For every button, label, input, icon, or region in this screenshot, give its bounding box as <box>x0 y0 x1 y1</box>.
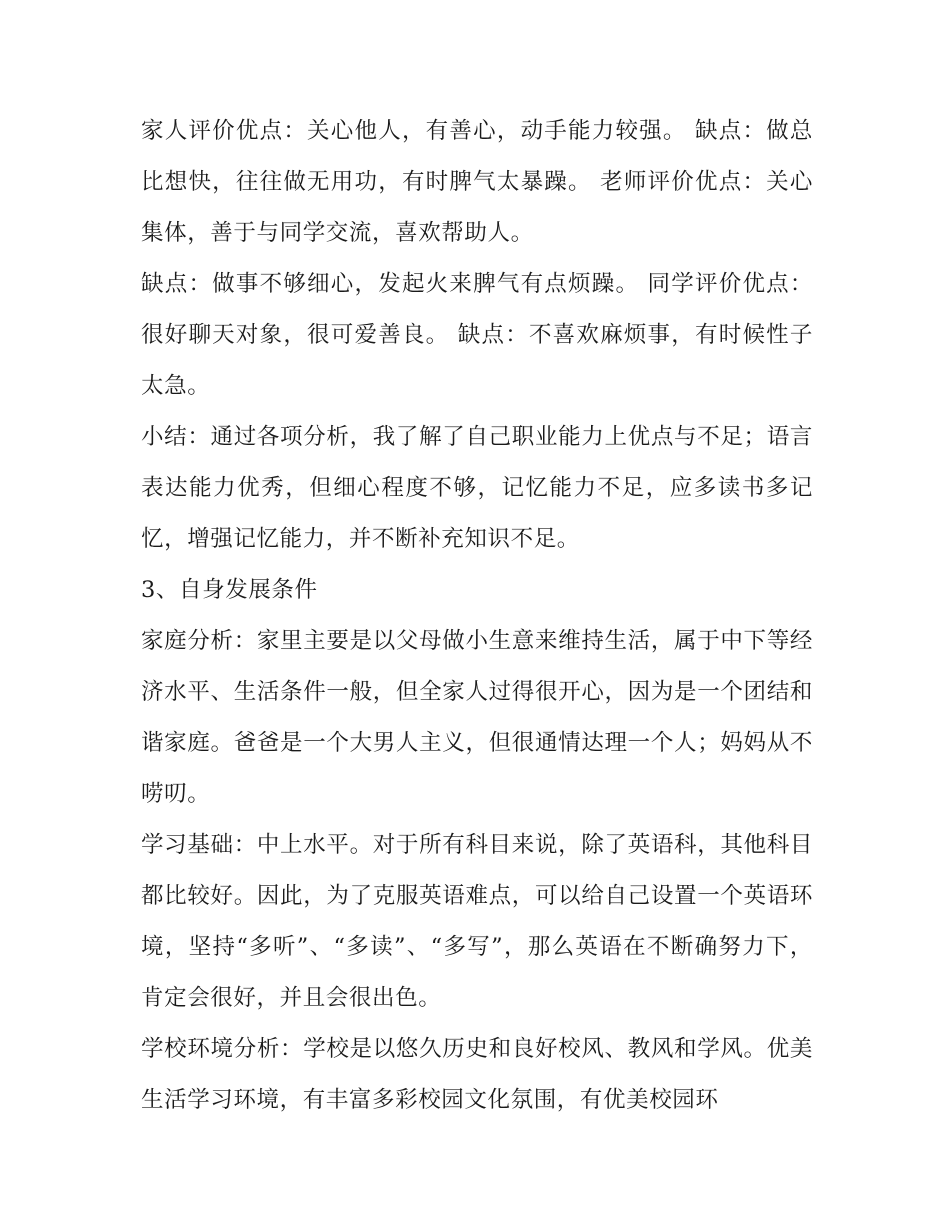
document-body <box>141 106 813 1126</box>
paragraph-school-environment: 学校环境分析：学校是以悠久历史和良好校风、教风和学风。优美生活学习环境，有丰富多彩校园文化氛围，有优美校园环 <box>141 1036 813 1113</box>
section-heading-self-development: 3、自身发展条件 <box>141 577 318 603</box>
paragraph-summary: 小结：通过各项分析，我了解了自己职业能力上优点与不足；语言表达能力优秀，但细心程度不够，记忆能力不足，应多读书多记忆，增强记忆能力，并不断补充知识不足。 <box>141 424 813 552</box>
paragraph-family-evaluation: 家人评价优点：关心他人，有善心，动手能力较强。 缺点：做总比想快，往往做无用功，有时脾气太暴躁。 老师评价优点：关心集体，善于与同学交流，喜欢帮助人。 <box>141 118 813 246</box>
paragraph-family-analysis: 家庭分析：家里主要是以父母做小生意来维持生活，属于中下等经济水平、生活条件一般，但全家人过得很开心，因为是一个团结和谐家庭。爸爸是一个大男人主义，但很通情达理一个人；妈妈从不唠叨。 <box>141 628 813 807</box>
paragraph-study-foundation: 学习基础：中上水平。对于所有科目来说，除了英语科，其他科目都比较好。因此，为了克服英语难点，可以给自己设置一个英语环境，坚持“多听”、“多读”、“多写”，那么英语在不断确努力下，肯定会很好，并且会很出色。 <box>141 832 813 1011</box>
paragraph-weakness-classmate-evaluation: 缺点：做事不够细心，发起火来脾气有点烦躁。 同学评价优点：很好聊天对象，很可爱善良。 缺点：不喜欢麻烦事，有时候性子太急。 <box>141 271 813 399</box>
